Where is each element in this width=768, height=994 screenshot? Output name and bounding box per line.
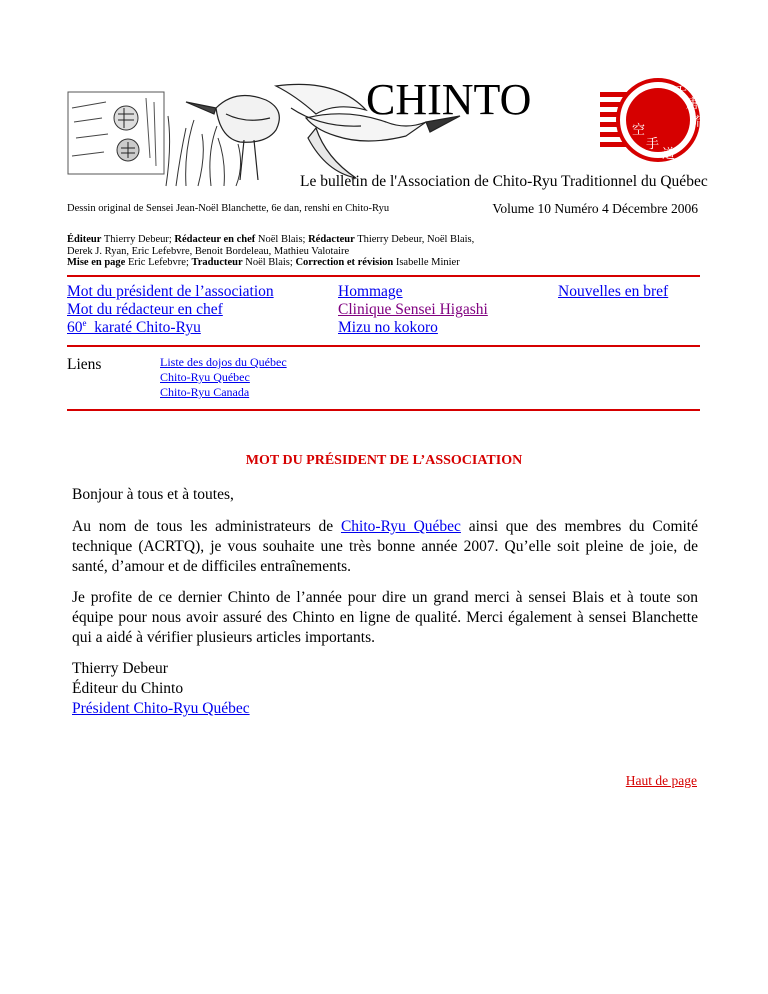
- signature-name: Thierry Debeur: [72, 660, 168, 677]
- divider: [67, 275, 700, 277]
- masthead: [66, 70, 706, 190]
- paragraph-1-text: [72, 517, 698, 577]
- article-paragraph-2: [72, 588, 698, 648]
- toc-link-clinique[interactable]: Clinique Sensei Higashi: [338, 301, 488, 318]
- p1-after: ainsi que des membres du Comité technique (ACRTQ), je vous souhaite une très bonne année 2007. Qu’elle soit pleine de joie, de santé, d’amour et de difficiles entraînements.: [72, 518, 698, 575]
- logo-glyph-4: 空: [632, 123, 646, 138]
- staff-role: Mise en page: [67, 257, 126, 268]
- staff-names: Noël Blais;: [257, 234, 306, 245]
- staff-role: Rédacteur en chef: [174, 234, 256, 245]
- logo-glyph-2: 唐: [686, 97, 700, 112]
- chito-ryu-logo: [598, 74, 708, 164]
- staff-role: Traducteur: [191, 257, 243, 268]
- article-heading: MOT DU PRÉSIDENT DE L’ASSOCIATION: [245, 453, 523, 468]
- toc-column-3: [558, 283, 668, 301]
- staff-role: Éditeur: [67, 234, 102, 245]
- staff-line-1: [67, 234, 707, 246]
- staff-line-3: [67, 257, 707, 269]
- staff-line-2: Derek J. Ryan, Eric Lefebvre, Benoit Bordeleau, Mathieu Valotaire: [67, 245, 350, 257]
- divider: [67, 345, 700, 347]
- staff-role: Correction et révision: [295, 257, 394, 268]
- toc-link-redacteur[interactable]: Mot du rédacteur en chef: [67, 301, 223, 318]
- paragraph-2-text: Je profite de ce dernier Chinto de l’année pour dire un grand merci à sensei Blais et à toute son équipe pour nous avoir assuré des Chinto en ligne de qualité. Merci également à sensei Blanchette qui a aidé à vérifier plusieurs articles importants.: [72, 589, 698, 646]
- staff-names: Eric Lefebvre;: [127, 257, 189, 268]
- toc-column-2: [338, 283, 488, 337]
- logo-glyph-1: 千: [674, 85, 688, 100]
- p1-chito-ryu-quebec-link[interactable]: Chito-Ryu Québec: [340, 518, 461, 535]
- logo-glyph-5: 手: [646, 137, 660, 152]
- toc-link-mizu[interactable]: Mizu no kokoro: [338, 319, 438, 336]
- staff-role: Rédacteur: [308, 234, 355, 245]
- toc-60-rest: karaté Chito-Ryu: [86, 319, 201, 336]
- divider: [67, 409, 700, 411]
- staff-credits: [67, 234, 707, 269]
- toc-link-60e-karate[interactable]: [67, 319, 274, 337]
- toc-60-superscript: e: [82, 317, 87, 328]
- drawing-credit: Dessin original de Sensei Jean-Noël Blanchette, 6e dan, renshi en Chito-Ryu: [67, 203, 390, 214]
- link-dojos-quebec[interactable]: Liste des dojos du Québec: [160, 355, 287, 369]
- newsletter-title: CHINTO: [366, 75, 532, 124]
- article-greeting: [72, 485, 698, 505]
- back-to-top-link[interactable]: Haut de page: [625, 773, 697, 788]
- greeting-text: Bonjour à tous et à toutes,: [72, 486, 234, 503]
- liens-label: Liens: [67, 356, 102, 373]
- toc-60-number: 60: [67, 319, 83, 336]
- staff-names: Thierry Debeur;: [103, 234, 172, 245]
- staff-names: Noël Blais;: [245, 257, 293, 268]
- toc-link-hommage[interactable]: Hommage: [338, 283, 403, 300]
- signature-president-link[interactable]: Président Chito-Ryu Québec: [72, 700, 250, 717]
- issue-volume: Volume 10 Numéro 4 Décembre 2006: [492, 201, 698, 216]
- logo-glyph-3: 流: [690, 115, 704, 130]
- staff-names: Thierry Debeur, Noël Blais,: [357, 234, 475, 245]
- signature: [72, 659, 698, 719]
- liens-list: [160, 355, 287, 400]
- toc-link-president[interactable]: Mot du président de l’association: [67, 283, 274, 300]
- signature-role: Éditeur du Chinto: [72, 680, 184, 697]
- link-chito-ryu-canada[interactable]: Chito-Ryu Canada: [160, 385, 250, 399]
- toc-column-1: [67, 283, 274, 337]
- staff-names: Isabelle Minier: [395, 257, 460, 268]
- toc-link-nouvelles[interactable]: Nouvelles en bref: [558, 283, 669, 300]
- link-chito-ryu-quebec[interactable]: Chito-Ryu Québec: [160, 370, 250, 384]
- logo-glyph-6: 道: [662, 147, 676, 162]
- article-paragraph-1: [72, 517, 698, 577]
- newsletter-subtitle: Le bulletin de l'Association de Chito-Ryu Traditionnel du Québec: [300, 173, 708, 190]
- p1-before: Au nom de tous les administrateurs de: [72, 518, 341, 535]
